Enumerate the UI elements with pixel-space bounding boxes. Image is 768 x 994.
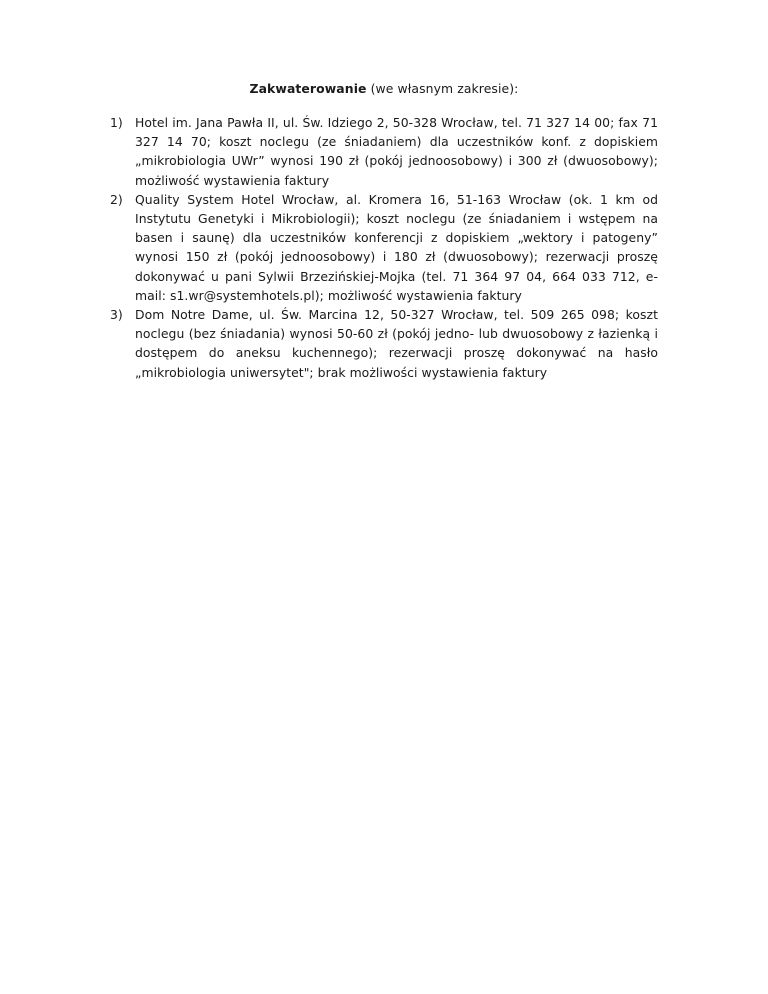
list-item-text: Dom Notre Dame, ul. Św. Marcina 12, 50-327 Wrocław, tel. 509 265 098; koszt noclegu (bez śniadania) wynosi 50-60 zł (pokój jedno- lub dwuosobowy z łazienką i dostępem do aneksu kuchennego); rezerwacji proszę dokonywać na hasło „mikrobiologia uniwersytet"; brak możliwości wystawienia faktury xyxy=(135,307,658,380)
list-item-number: 1) xyxy=(110,115,123,130)
heading-bold: Zakwaterowanie xyxy=(249,81,367,96)
list-item-number: 3) xyxy=(110,307,123,323)
list-item-text: Hotel im. Jana Pawła II, ul. Św. Idziego 2, 50-328 Wrocław, tel. 71 327 14 00; fax 71 327 14 70; koszt noclegu (ze śniadaniem) dla uczestników konf. z dopiskiem „mikrobiologia UWr” wynosi 190 zł (pokój jednoosobowy) i 300 zł (dwuosobowy); możliwość wystawienia faktury xyxy=(135,115,658,188)
list-item-number: 2) xyxy=(110,191,123,207)
accommodation-list xyxy=(110,113,658,382)
section-heading xyxy=(0,80,768,98)
list-item-2 xyxy=(110,190,658,305)
list-item-text: Quality System Hotel Wrocław, al. Kromera 16, 51-163 Wrocław (ok. 1 km od Instytutu Genetyki i Mikrobiologii); koszt noclegu (ze śniadaniem i wstępem na basen i saunę) dla uczestników konferencji z dopiskiem „wektory i patogeny” wynosi 150 zł (pokój jednoosobowy) i 180 zł (dwuosobowy); rezerwacji proszę dokonywać u pani Sylwii Brzezińskiej-Mojka (tel. 71 364 97 04, 664 033 712, e-mail: s1.wr@systemhotels.pl); możliwość wystawienia faktury xyxy=(135,191,658,303)
heading-rest: (we własnym zakresie): xyxy=(366,81,519,96)
list-item-3 xyxy=(110,305,658,382)
list-item-1 xyxy=(110,113,658,190)
